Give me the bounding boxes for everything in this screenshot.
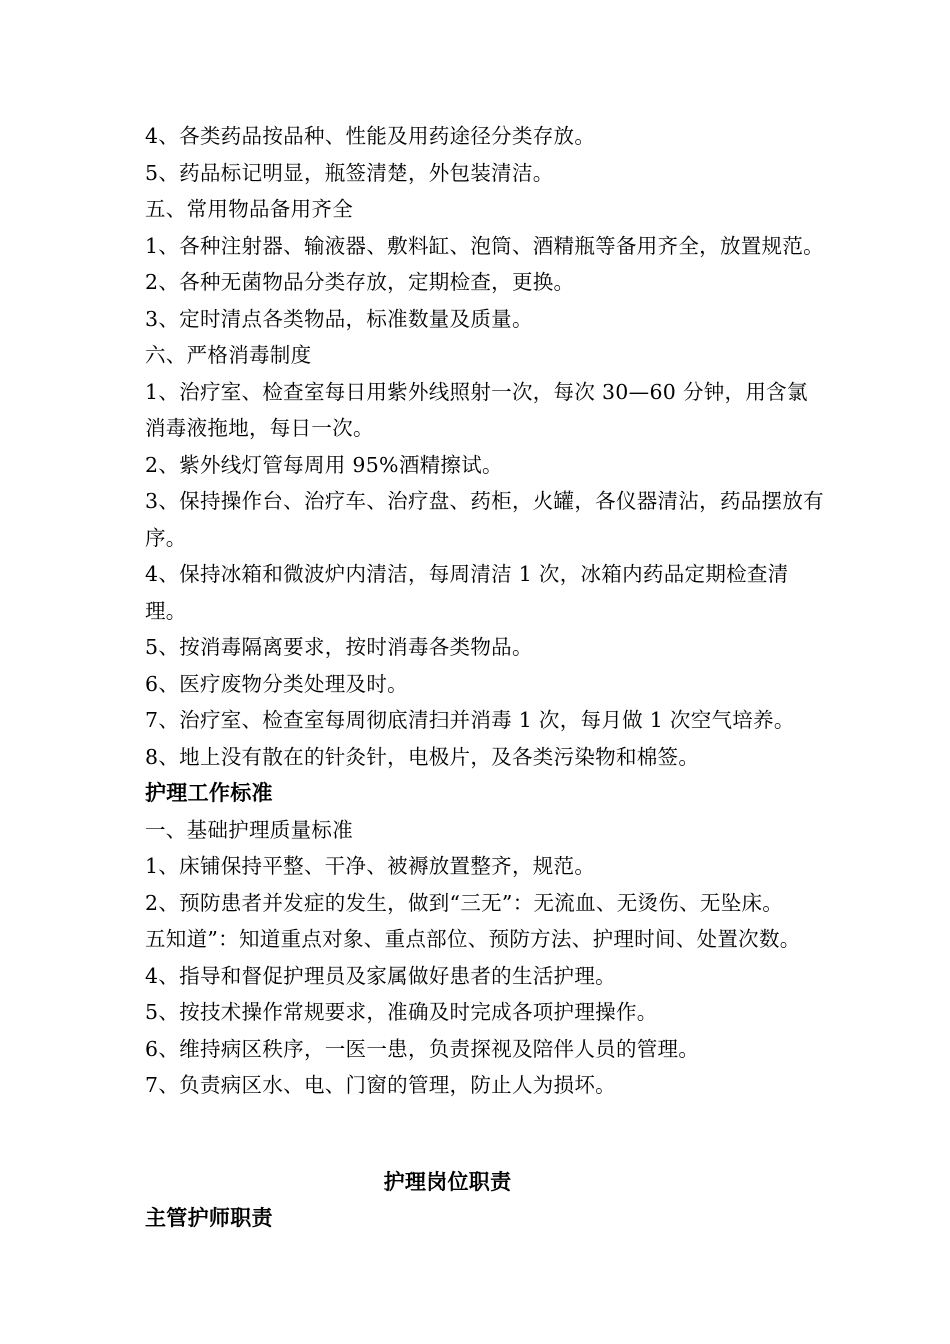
spacer (145, 1104, 810, 1164)
head-nurse-title: 主管护师职责 (145, 1206, 273, 1230)
text-line: 1、床铺保持平整、干净、被褥放置整齐，规范。 (145, 854, 596, 878)
text-line: 5、按消毒隔离要求，按时消毒各类物品。 (145, 635, 533, 659)
text-line: 消毒液拖地，每日一次。 (145, 416, 374, 440)
text-line: 8、地上没有散在的针灸针，电极片，及各类污染物和棉签。 (145, 744, 700, 769)
text-line: 7、治疗室、检查室每周彻底清扫并消毒 1 次，每月做 1 次空气培养。 (145, 708, 795, 732)
text-line: 5、按技术操作常规要求，准确及时完成各项护理操作。 (145, 1000, 658, 1024)
text-line: 2、紫外线灯管每周用 95%酒精擦试。 (145, 452, 503, 477)
text-line: 4、保持冰箱和微波炉内清洁，每周清洁 1 次，冰箱内药品定期检查清 (145, 562, 789, 586)
text-line: 理。 (145, 598, 187, 623)
text-line: 3、定时清点各类物品，标准数量及质量。 (145, 306, 533, 331)
section-heading: 六、严格消毒制度 (145, 343, 312, 367)
text-line: 5、药品标记明显，瓶签清楚，外包装清洁。 (145, 160, 554, 185)
text-line: 序。 (145, 525, 187, 550)
text-line: 7、负责病区水、电、门窗的管理，防止人为损坏。 (145, 1073, 616, 1097)
text-line: 2、预防患者并发症的发生，做到“三无”：无流血、无烫伤、无坠床。 (145, 890, 784, 915)
text-line: 2、各种无菌物品分类存放，定期检查，更换。 (145, 270, 575, 294)
section-heading: 五、常用物品备用齐全 (145, 197, 353, 221)
text-line: 1、各种注射器、输液器、敷料缸、泡筒、酒精瓶等备用齐全，放置规范。 (145, 233, 824, 258)
text-line: 3、保持操作台、治疗车、治疗盘、药柜，火罐，各仪器清沾，药品摆放有 (145, 489, 824, 513)
post-duties-title: 护理岗位职责 (383, 1169, 512, 1194)
document-body (145, 118, 824, 1237)
section-heading: 一、基础护理质量标准 (145, 817, 353, 842)
text-line: 1、治疗室、检查室每日用紫外线照射一次，每次 30—60 分钟，用含氯 (145, 379, 808, 404)
nursing-standard-title: 护理工作标准 (145, 781, 273, 805)
text-line: 6、医疗废物分类处理及时。 (145, 671, 408, 696)
text-line: 6、维持病区秩序，一医一患，负责探视及陪伴人员的管理。 (145, 1036, 700, 1061)
text-line: 4、各类药品按品种、性能及用药途径分类存放。 (145, 124, 596, 148)
text-line: 五知道”：知道重点对象、重点部位、预防方法、护理时间、处置次数。 (145, 927, 801, 951)
text-line: 4、指导和督促护理员及家属做好患者的生活护理。 (145, 963, 616, 988)
